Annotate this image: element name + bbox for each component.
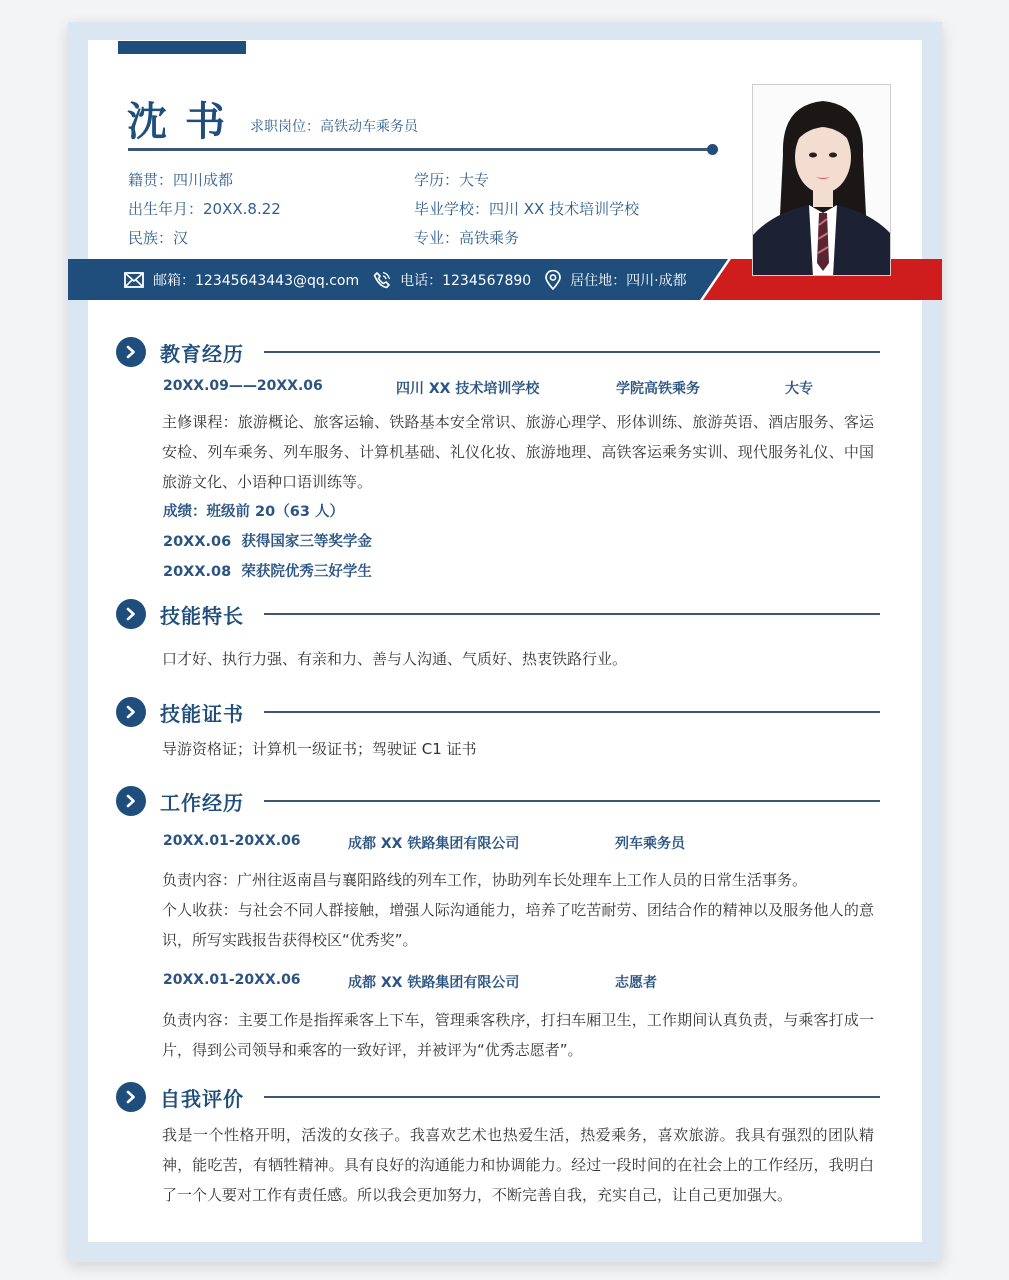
job-role: 志愿者 — [615, 975, 657, 991]
info-native-place: 籍贯：四川成都 — [128, 171, 234, 189]
job-company: 成都 XX 铁路集团有限公司 — [348, 836, 520, 852]
address-text: 居住地：四川·成都 — [570, 272, 687, 289]
info-major: 专业：高铁乘务 — [414, 229, 520, 247]
section-skills-header — [116, 598, 244, 630]
chevron-right-icon — [116, 337, 146, 367]
section-self-eval-header — [116, 1081, 244, 1113]
profile-photo — [752, 84, 891, 276]
chevron-right-icon — [116, 1082, 146, 1112]
candidate-name: 沈书 — [127, 99, 243, 145]
section-divider — [264, 1096, 880, 1098]
email-text: 邮箱：12345643443@qq.com — [153, 272, 360, 289]
self-eval-text: 我是一个性格开明，活泼的女孩子。我喜欢艺术也热爱生活，热爱乘务，喜欢旅游。我具有强烈的团队精神，能吃苦，有牺牲精神。具有良好的沟通能力和协调能力。经过一段时间的在社会上的工作经历，我明白了一个人要对工作有责任感。所以我会更加努力，不断完善自我，充实自己，让自己更加强大。 — [162, 1126, 874, 1204]
job-period: 20XX.01-20XX.06 — [163, 833, 301, 849]
job-duty: 负责内容：广州往返南昌与襄阳路线的列车工作，协助列车长处理车上工作人员的日常生活事务。 — [162, 871, 808, 889]
title-divider — [128, 148, 712, 151]
contact-phone[interactable] — [373, 270, 531, 290]
info-birth: 出生年月：20XX.8.22 — [128, 200, 281, 218]
education-period: 20XX.09——20XX.06 — [163, 378, 323, 394]
job-target: 求职岗位：高铁动车乘务员 — [250, 119, 418, 135]
top-accent-bar — [118, 41, 246, 54]
education-award: 20XX.06 获得国家三等奖学金 — [163, 534, 372, 550]
section-divider — [264, 351, 880, 353]
certificates-text: 导游资格证；计算机一级证书；驾驶证 C1 证书 — [162, 740, 477, 758]
job-company: 成都 XX 铁路集团有限公司 — [348, 975, 520, 991]
section-title: 技能证书 — [160, 701, 244, 726]
section-divider — [264, 711, 880, 713]
job-role: 列车乘务员 — [615, 836, 685, 852]
contact-info — [124, 259, 687, 300]
portrait-icon — [753, 85, 891, 276]
chevron-right-icon — [116, 599, 146, 629]
phone-icon — [373, 271, 391, 289]
skills-text: 口才好、执行力强、有亲和力、善与人沟通、气质好、热衷铁路行业。 — [162, 650, 628, 668]
section-title: 自我评价 — [160, 1086, 244, 1111]
phone-text: 电话：1234567890 — [400, 272, 532, 289]
education-degree: 大专 — [785, 381, 813, 397]
education-grade: 成绩：班级前 20（63 人） — [163, 504, 344, 520]
chevron-right-icon — [116, 697, 146, 727]
section-title: 教育经历 — [160, 341, 244, 366]
education-courses: 主修课程：旅游概论、旅客运输、铁路基本安全常识、旅游心理学、形体训练、旅游英语、酒店服务、客运安检、列车乘务、列车服务、计算机基础、礼仪化妆、旅游地理、高铁客运乘务实训、现代服务礼仪、中国旅游文化、小语种口语训练等。 — [162, 413, 874, 491]
section-title: 工作经历 — [160, 790, 244, 815]
section-divider — [264, 613, 880, 615]
education-award: 20XX.08 荣获院优秀三好学生 — [163, 564, 372, 580]
chevron-right-icon — [116, 786, 146, 816]
job-gain: 个人收获：与社会不同人群接触，增强人际沟通能力，培养了吃苦耐劳、团结合作的精神以及服务他人的意识，所写实践报告获得校区“优秀奖”。 — [162, 901, 874, 949]
education-school: 四川 XX 技术培训学校 — [396, 381, 540, 397]
job-period: 20XX.01-20XX.06 — [163, 972, 301, 988]
section-title: 技能特长 — [160, 603, 244, 628]
education-major: 学院高铁乘务 — [616, 381, 700, 397]
location-pin-icon — [545, 270, 561, 290]
info-education: 学历：大专 — [414, 171, 490, 189]
info-school: 毕业学校：四川 XX 技术培训学校 — [414, 200, 640, 218]
contact-email[interactable] — [124, 270, 359, 290]
section-certificates-header — [116, 696, 244, 728]
section-divider — [264, 800, 880, 802]
info-ethnicity: 民族：汉 — [128, 229, 189, 247]
section-education-header — [116, 336, 244, 368]
title-divider-dot — [707, 144, 718, 155]
job-duty: 负责内容：主要工作是指挥乘客上下车，管理乘客秩序，打扫车厢卫生，工作期间认真负责，与乘客打成一片，得到公司领导和乘客的一致好评，并被评为“优秀志愿者”。 — [162, 1011, 874, 1059]
section-work-header — [116, 785, 244, 817]
contact-address — [545, 270, 686, 290]
mail-icon — [124, 272, 144, 288]
